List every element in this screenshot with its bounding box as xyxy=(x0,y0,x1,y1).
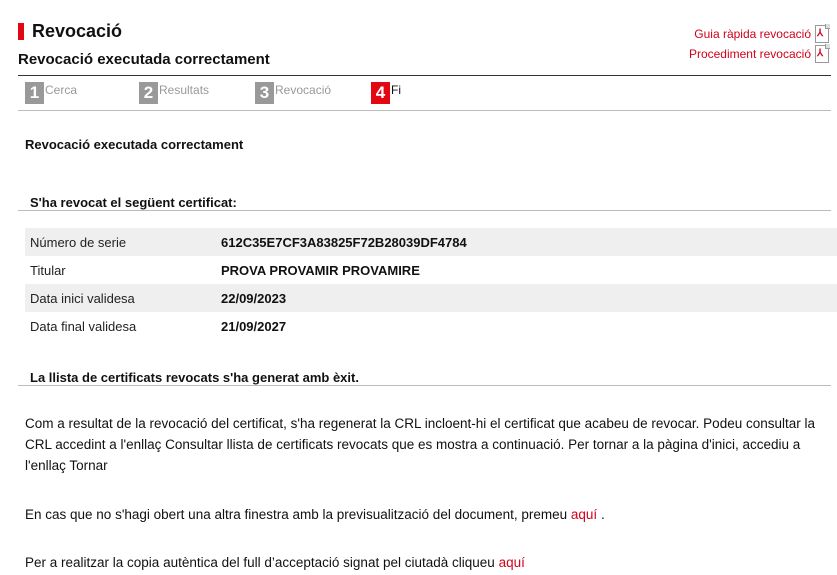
step-fi xyxy=(371,82,401,104)
serial-number-value: 612C35E7CF3A83825F72B28039DF4784 xyxy=(221,234,467,250)
holder-label: Titular xyxy=(30,262,66,278)
procedure-link[interactable] xyxy=(689,44,829,64)
start-date-label: Data inici validesa xyxy=(30,290,135,306)
step-number-active: 4 xyxy=(371,82,390,104)
procedure-label: Procediment revocació xyxy=(688,47,811,61)
certificate-section-heading: S'ha revocat el següent certificat: xyxy=(30,195,237,210)
crl-explanation: Com a resultat de la revocació del certificat, s'ha regenerat la CRL incloent-hi el certificat que acabeu de revocar. Podeu consultar la CRL accedint a l'enllaç Consultar llista de certificats revocats que es mostra a continuació. Per tornar a la pàgina d'inici, accediu a l'enllaç Tornar xyxy=(25,416,816,473)
pdf-icon: ⅄ xyxy=(815,25,829,43)
step-number: 1 xyxy=(25,82,44,104)
step-revocacio xyxy=(255,82,331,104)
copy-here-link[interactable]: aquí xyxy=(498,555,525,570)
table-row xyxy=(25,284,837,312)
section-divider xyxy=(18,385,831,386)
preview-notice-text: En cas que no s'hagi obert una altra finestra amb la previsualització del document, premeu xyxy=(25,507,568,522)
section-divider xyxy=(18,210,831,211)
wizard-steps xyxy=(25,82,445,108)
table-row xyxy=(25,312,837,340)
step-label: Cerca xyxy=(45,83,78,97)
holder-value: PROVA PROVAMIR PROVAMIRE xyxy=(221,262,420,278)
document-links xyxy=(689,24,829,64)
title-accent-mark xyxy=(18,23,24,40)
copy-notice xyxy=(25,552,825,573)
steps-divider xyxy=(18,110,831,111)
step-number: 3 xyxy=(255,82,274,104)
end-date-value: 21/09/2027 xyxy=(221,318,287,334)
page-subtitle: Revocació executada correctament xyxy=(18,51,270,68)
header-divider xyxy=(18,75,831,76)
quick-guide-label: Guia ràpida revocació xyxy=(694,27,811,41)
step-label-active: Fi xyxy=(391,83,401,97)
confirmation-message: Revocació executada correctament xyxy=(25,137,244,152)
step-label: Revocació xyxy=(275,83,332,97)
crl-section-heading: La llista de certificats revocats s'ha generat amb èxit. xyxy=(30,370,359,385)
serial-number-label: Número de serie xyxy=(30,234,127,250)
start-date-value: 22/09/2023 xyxy=(221,290,287,306)
step-number: 2 xyxy=(139,82,158,104)
copy-notice-text: Per a realitzar la copia autèntica del full d’acceptació signat pel ciutadà cliqueu xyxy=(25,555,495,570)
end-date-label: Data final validesa xyxy=(30,318,137,334)
preview-notice xyxy=(25,504,825,525)
page-title: Revocació xyxy=(32,20,123,41)
preview-notice-suffix: . xyxy=(600,507,605,522)
step-resultats xyxy=(139,82,209,104)
step-cerca xyxy=(25,82,77,104)
step-label: Resultats xyxy=(159,83,210,97)
table-row xyxy=(25,256,837,284)
table-row xyxy=(25,228,837,256)
preview-here-link[interactable]: aquí xyxy=(570,507,598,522)
pdf-icon: ⅄ xyxy=(815,45,829,63)
page-title-bar xyxy=(18,22,122,40)
certificate-details-table xyxy=(25,228,837,340)
quick-guide-link[interactable] xyxy=(689,24,829,44)
